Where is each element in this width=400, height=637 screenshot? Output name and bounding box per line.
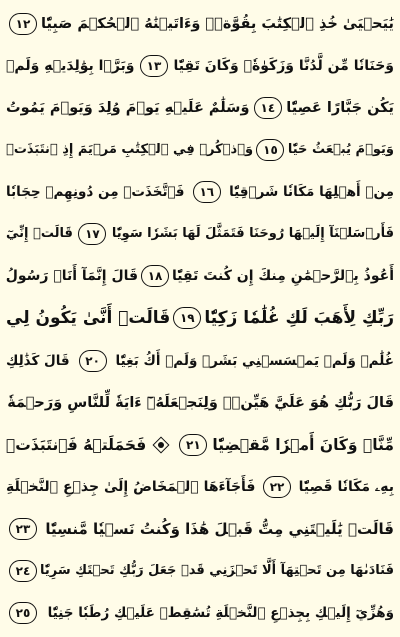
verse-text: يَٰيَحۡيَىٰ خُذِ ٱلۡكِتَٰبَ بِقُوَّةٖۖ وَءَاتَيۡنَٰهُ ٱلۡحُكۡمَ صَبِيّٗا bbox=[41, 16, 394, 32]
text-line-5 bbox=[6, 174, 394, 210]
verse-text: فَٱتَّخَذَتۡ مِن دُونِهِمۡ حِجَابٗا bbox=[6, 184, 185, 201]
ayah-number-marker bbox=[263, 476, 291, 498]
verse-text: فَأَرۡسَلۡنَآ إِلَيۡهَا رُوحَنَا فَتَمَثَّلَ لَهَا بَشَرٗا سَوِيّٗا bbox=[111, 226, 394, 242]
verse-text: وَيَوۡمَ يُبۡعَثُ حَيّٗا bbox=[287, 142, 394, 158]
verse-text: رَبِّكِ لِأَهَبَ لَكِ غُلَٰمٗا زَكِيّٗا bbox=[204, 308, 394, 329]
ayah-number-marker bbox=[9, 13, 37, 35]
ayah-number-marker bbox=[193, 181, 221, 203]
ayah-number-marker bbox=[78, 223, 106, 245]
ayah-number-marker bbox=[9, 518, 37, 540]
text-line-1 bbox=[6, 6, 394, 42]
verse-text: فَحَمَلَتۡهُ فَٱنتَبَذَتۡ bbox=[6, 435, 147, 454]
ayah-number-marker bbox=[9, 560, 37, 582]
text-line-2 bbox=[6, 48, 394, 84]
verse-text: مِّنَّاۚ وَكَانَ أَمۡرٗا مَّقۡضِيّٗا bbox=[212, 435, 394, 454]
ayah-number: ١٣ bbox=[146, 59, 162, 74]
ayah-number: ١٧ bbox=[85, 227, 100, 242]
verse-text: وَٱذۡكُرۡ فِي ٱلۡكِتَٰبِ مَرۡيَمَ إِذِ ٱنتَبَذَتۡ bbox=[6, 142, 254, 158]
verse-text: وَحَنَانٗا مِّن لَّدُنَّا وَزَكَوٰةٗۖ وَكَانَ تَقِيّٗا bbox=[173, 58, 394, 75]
text-line-3 bbox=[6, 90, 394, 126]
verse-text: قَالَتۡ إِنِّيٓ bbox=[6, 226, 73, 242]
ayah-number: ٢٢ bbox=[269, 479, 285, 494]
ayah-number: ١٦ bbox=[199, 185, 215, 200]
verse-text: قَالَتۡ أَنَّىٰ يَكُونُ لِي bbox=[6, 308, 171, 329]
verse-text: فَأَجَآءَهَا ٱلۡمَخَاضُ إِلَىٰ جِذۡعِ ٱلنَّخۡلَةِ bbox=[6, 478, 256, 495]
text-line-12 bbox=[6, 469, 394, 505]
ayah-number-marker bbox=[140, 55, 168, 77]
verse-text: وَبَرَّۢا بِوَٰلِدَيۡهِ وَلَمۡ bbox=[6, 58, 135, 75]
text-line-14 bbox=[6, 553, 394, 589]
ayah-number-marker bbox=[141, 265, 169, 287]
ayah-number: ١٢ bbox=[15, 17, 31, 31]
text-line-13 bbox=[6, 511, 394, 547]
verse-text: يَكُن جَبَّارًا عَصِيّٗا bbox=[286, 100, 394, 117]
ayah-number: ٢٠ bbox=[85, 353, 100, 368]
ayah-number-marker bbox=[179, 434, 207, 456]
text-line-7 bbox=[6, 258, 394, 294]
ayah-number-marker bbox=[79, 350, 107, 372]
verse-text: أَعُوذُ بِٱلرَّحۡمَٰنِ مِنكَ إِن كُنتَ تَقِيّٗا bbox=[172, 268, 394, 285]
text-line-11 bbox=[6, 427, 394, 463]
ayah-number: ١٩ bbox=[179, 311, 195, 326]
ayah-number: ١٤ bbox=[260, 101, 276, 116]
verse-text: قَالَ كَذَٰلِكِ bbox=[6, 352, 70, 369]
ayah-number: ١٥ bbox=[263, 143, 278, 158]
verse-text: قَالَ رَبُّكِ هُوَ عَلَيَّ هَيِّنٞۖ وَلِنَجۡعَلَهُۥٓ ءَايَةٗ لِّلنَّاسِ وَرَحۡمَةٗ bbox=[7, 394, 394, 411]
verse-text: مِنۡ أَهۡلِهَا مَكَانٗا شَرۡقِيّٗا bbox=[229, 184, 394, 201]
verse-text: فَنَادَىٰهَا مِن تَحۡتِهَآ أَلَّا تَحۡزَنِي قَدۡ جَعَلَ رَبُّكِ تَحۡتَكِ سَرِيّٗا bbox=[39, 562, 394, 578]
verse-text: قَالَ إِنَّمَآ أَنَا۠ رَسُولُ bbox=[6, 268, 139, 285]
text-line-9 bbox=[6, 343, 394, 379]
text-line-4 bbox=[6, 132, 394, 168]
rub-el-hizb-icon bbox=[152, 436, 170, 454]
ayah-number-marker bbox=[9, 602, 37, 624]
text-line-8 bbox=[6, 300, 394, 336]
ayah-number: ٢٣ bbox=[15, 521, 31, 536]
ayah-number-marker bbox=[256, 139, 284, 161]
verse-lines bbox=[6, 6, 394, 631]
text-line-6 bbox=[6, 216, 394, 252]
ayah-number-marker bbox=[254, 97, 282, 119]
text-line-10 bbox=[6, 385, 394, 421]
verse-text: غُلَٰمٞ وَلَمۡ يَمۡسَسۡنِي بَشَرٞ وَلَمۡ أَكُ بَغِيّٗا bbox=[115, 352, 394, 369]
verse-text: وَسَلَٰمٌ عَلَيۡهِ يَوۡمَ وُلِدَ وَيَوۡمَ يَمُوتُ bbox=[6, 100, 250, 117]
ayah-number: ٢١ bbox=[186, 437, 201, 452]
verse-text: بِهِۦ مَكَانٗا قَصِيّٗا bbox=[298, 478, 394, 495]
text-line-15 bbox=[6, 595, 394, 631]
ayah-number: ٢٥ bbox=[15, 605, 31, 620]
ayah-number: ١٨ bbox=[147, 269, 163, 284]
ayah-number-marker bbox=[173, 307, 201, 329]
verse-text: وَهُزِّيٓ إِلَيۡكِ بِجِذۡعِ ٱلنَّخۡلَةِ تُسَٰقِطۡ عَلَيۡكِ رُطَبٗا جَنِيّٗا bbox=[47, 604, 394, 621]
ayah-number: ٢٤ bbox=[15, 563, 31, 578]
verse-text: قَالَتۡ يَٰلَيۡتَنِي مِتُّ قَبۡلَ هَٰذَا وَكُنتُ نَسۡيٗا مَّنسِيّٗا bbox=[45, 519, 394, 538]
